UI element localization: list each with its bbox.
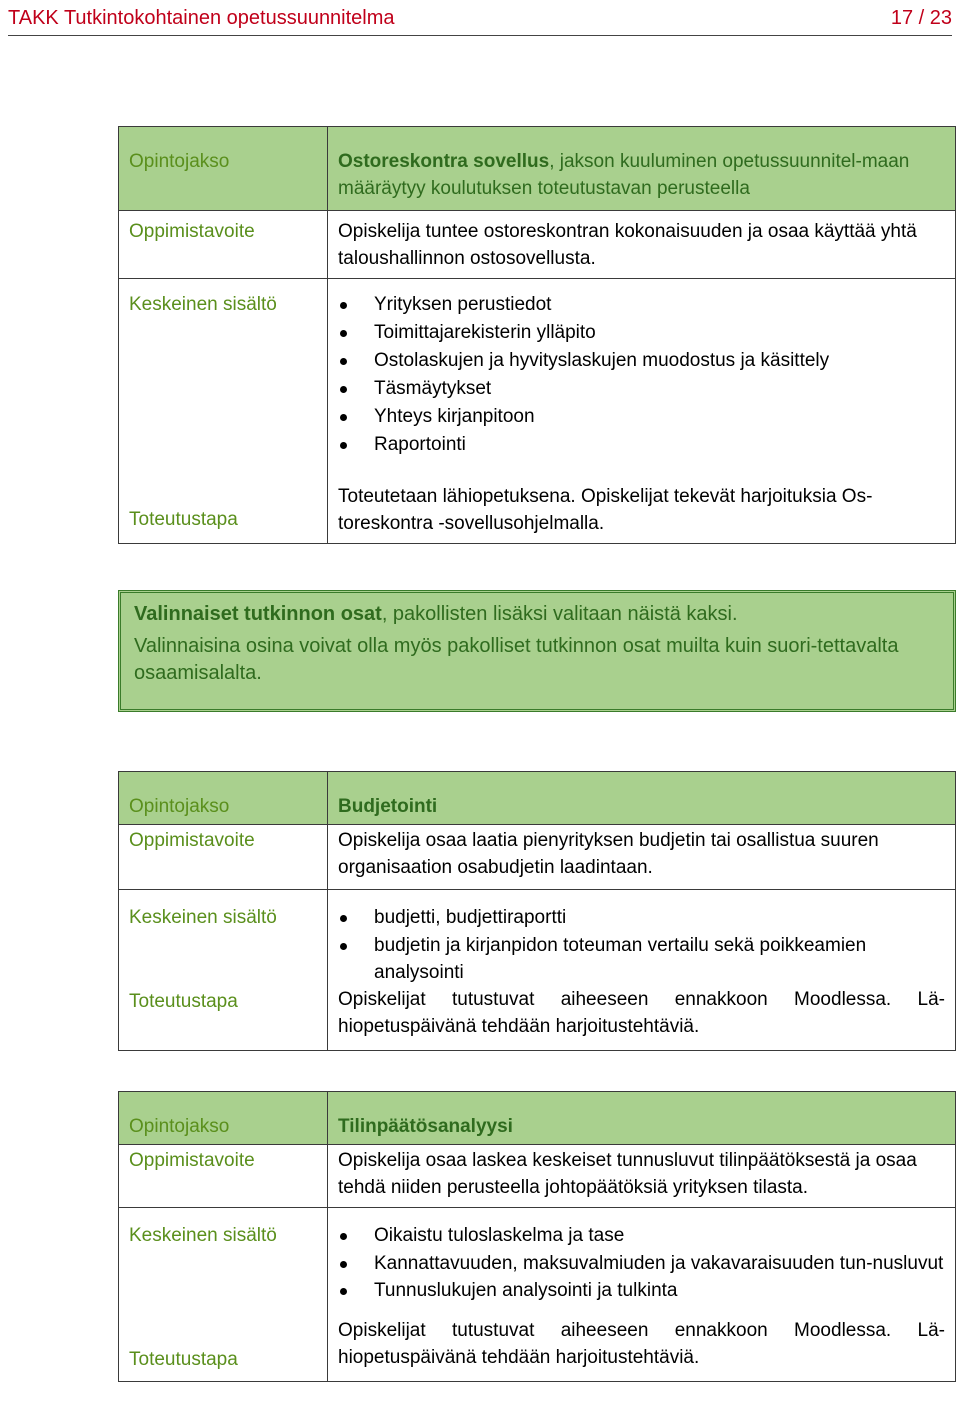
bullet-icon: [340, 943, 347, 950]
label-keskeinen-sisalto: [119, 890, 328, 1051]
list-item: Toimittajarekisterin ylläpito: [338, 319, 945, 347]
objective-row: [119, 211, 956, 279]
course-implementation: Opiskelijat tutustuvat aiheeseen ennakkoon Moodlessa. Lä-hiopetuspäivänä tehdään harjoitustehtäviä.: [338, 989, 945, 1037]
bullet-icon: [340, 358, 347, 365]
course-implementation: Opiskelijat tutustuvat aiheeseen ennakkoon Moodlessa. Lä-hiopetuspäivänä tehdään harjoitustehtäviä.: [338, 1320, 945, 1368]
course-content-cell: [328, 1208, 956, 1382]
bullet-icon: [340, 414, 347, 421]
list-item: Tunnuslukujen analysointi ja tulkinta: [338, 1277, 945, 1305]
course-objective: Opiskelija tuntee ostoreskontran kokonaisuuden ja osaa käyttää yhtä taloushallinnon ostosovellusta.: [328, 211, 956, 279]
course-table-tilinpaatosanalyysi: [118, 1091, 956, 1382]
label-opintojakso: Opintojakso: [119, 772, 328, 825]
list-item: Raportointi: [338, 431, 945, 459]
label-keskeinen-sisalto-text: Keskeinen sisältö: [129, 907, 277, 928]
bullet-icon: [340, 1233, 347, 1240]
bullet-icon: [340, 302, 347, 309]
course-name: Budjetointi: [328, 772, 956, 825]
content-list: [338, 904, 945, 986]
course-objective: Opiskelija osaa laatia pienyrityksen budjetin tai osallistua suuren organisaation osabudjetin laadintaan.: [328, 825, 956, 890]
course-objective: Opiskelija osaa laskea keskeiset tunnusluvut tilinpäätöksestä ja osaa tehdä niiden perusteella johtopäätöksiä yrityksen tilasta.: [328, 1145, 956, 1208]
label-toteutustapa: Toteutustapa: [129, 509, 238, 530]
course-content-cell: [328, 890, 956, 1051]
list-item: Yhteys kirjanpitoon: [338, 403, 945, 431]
course-name-bold: Ostoreskontra sovellus: [338, 151, 550, 172]
list-item: Oikaistu tuloslaskelma ja tase: [338, 1222, 945, 1250]
list-item: Kannattavuuden, maksuvalmiuden ja vakavaraisuuden tun-nusluvut: [338, 1250, 945, 1277]
label-toteutustapa: Toteutustapa: [129, 1349, 238, 1370]
list-item: Ostolaskujen ja hyvityslaskujen muodostus ja käsittely: [338, 347, 945, 375]
label-toteutustapa: Toteutustapa: [129, 991, 238, 1012]
bullet-icon: [340, 442, 347, 449]
label-keskeinen-sisalto-text: Keskeinen sisältö: [129, 294, 277, 315]
header-divider: [8, 35, 952, 36]
list-item: Yrityksen perustiedot: [338, 291, 945, 319]
content-list: [338, 291, 945, 459]
course-title-row: [119, 772, 956, 825]
list-item: budjetin ja kirjanpidon toteuman vertailu sekä poikkeamien analysointi: [338, 932, 945, 986]
label-keskeinen-sisalto: [119, 279, 328, 544]
label-oppimistavoite: Oppimistavoite: [119, 211, 328, 279]
bullet-icon: [340, 915, 347, 922]
electives-heading: Valinnaiset tutkinnon osat: [134, 603, 382, 625]
label-oppimistavoite: Oppimistavoite: [119, 825, 328, 890]
course-implementation: Toteutetaan lähiopetuksena. Opiskelijat tekevät harjoituksia Os-toreskontra -sovellusohjelmalla.: [338, 486, 873, 534]
bullet-icon: [340, 1261, 347, 1268]
electives-line-2: Valinnaisina osina voivat olla myös pakolliset tutkinnon osat muilta kuin suori-tettavalta osaamisalalta.: [134, 635, 899, 684]
course-name-suffix: , jakson kuuluminen opetussuunnitel-maan määräytyy koulutuksen toteutustavan perusteella: [338, 151, 910, 199]
content-list: [338, 1222, 945, 1305]
bullet-icon: [340, 386, 347, 393]
course-table-budjetointi: [118, 771, 956, 1051]
objective-row: [119, 1145, 956, 1208]
label-opintojakso: Opintojakso: [119, 1092, 328, 1145]
course-title-row: [119, 127, 956, 211]
list-item: budjetti, budjettiraportti: [338, 904, 945, 932]
page-number: 17 / 23: [890, 7, 952, 29]
label-keskeinen-sisalto-text: Keskeinen sisältö: [129, 1225, 277, 1246]
course-table-ostoreskontra: [118, 126, 956, 544]
content-row: [119, 1208, 956, 1382]
course-name: [328, 127, 956, 211]
page-header: [8, 4, 952, 30]
list-item: Täsmäytykset: [338, 375, 945, 403]
electives-box: [118, 590, 956, 712]
course-title-row: [119, 1092, 956, 1145]
course-name: Tilinpäätösanalyysi: [328, 1092, 956, 1145]
label-opintojakso: Opintojakso: [119, 127, 328, 211]
content-row: [119, 279, 956, 544]
label-keskeinen-sisalto: [119, 1208, 328, 1382]
bullet-icon: [340, 1288, 347, 1295]
objective-row: [119, 825, 956, 890]
content-row: [119, 890, 956, 1051]
bullet-icon: [340, 330, 347, 337]
course-content-cell: [328, 279, 956, 544]
document-title: TAKK Tutkintokohtainen opetussuunnitelma: [8, 7, 395, 29]
label-oppimistavoite: Oppimistavoite: [119, 1145, 328, 1208]
electives-line-1: Valinnaiset tutkinnon osat, pakollisten lisäksi valitaan näistä kaksi.: [134, 603, 738, 625]
